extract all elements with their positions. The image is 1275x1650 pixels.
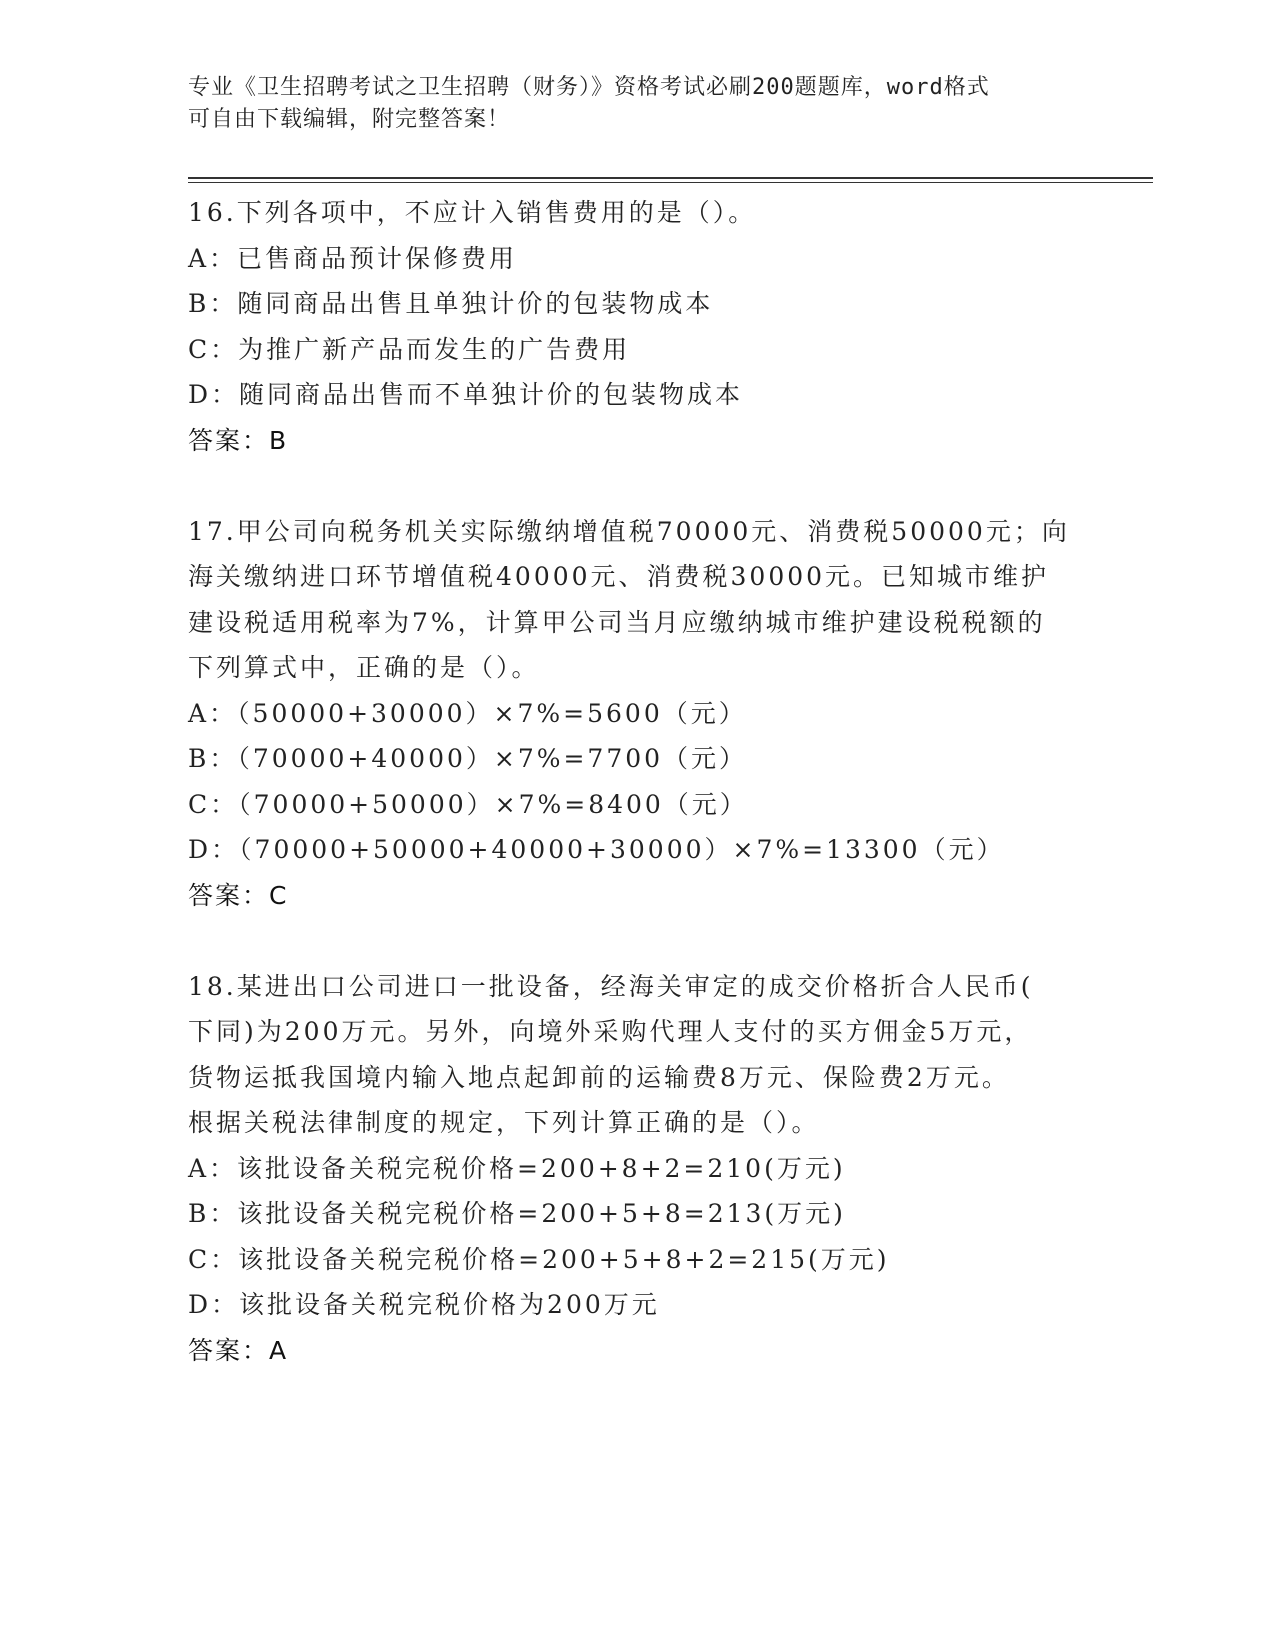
option-b: B：（70000+40000）×7%=7700（元） — [188, 744, 748, 773]
question-stem: 货物运抵我国境内输入地点起卸前的运输费8万元、保险费2万元。 — [188, 1062, 1010, 1092]
option-c: C：该批设备关税完税价格=200+5+8+2=215(万元) — [188, 1244, 890, 1274]
question-spacer — [188, 918, 1088, 964]
question-stem: 18.某进出口公司进口一批设备，经海关审定的成交价格折合人民币( — [188, 971, 1034, 1001]
option-d: D：（70000+50000+40000+30000）×7%=13300（元） — [188, 835, 1005, 864]
answer-line: 答案：A — [188, 1335, 289, 1365]
option-a: A：已售商品预计保修费用 — [188, 243, 518, 273]
header-line: 可自由下载编辑，附完整答案！ — [188, 107, 511, 132]
header-line: 专业《卫生招聘考试之卫生招聘（财务）》资格考试必刷200题题库，word格式 — [188, 75, 990, 100]
question-stem: 16.下列各项中，不应计入销售费用的是（）。 — [188, 198, 757, 227]
header-divider — [188, 182, 1153, 183]
option-a: A：该批设备关税完税价格=200+8+2=210(万元) — [188, 1153, 846, 1183]
option-d: D：该批设备关税完税价格为200万元 — [188, 1290, 660, 1319]
option-b: B：随同商品出售且单独计价的包装物成本 — [188, 289, 714, 318]
question-17 — [188, 509, 1088, 919]
question-stem: 下列算式中，正确的是（）。 — [188, 653, 540, 682]
question-18 — [188, 964, 1088, 1374]
question-spacer — [188, 463, 1088, 509]
question-16 — [188, 190, 1088, 463]
option-a: A：（50000+30000）×7%=5600（元） — [188, 698, 747, 728]
question-stem: 17.甲公司向税务机关实际缴纳增值税70000元、消费税50000元；向 — [188, 516, 1070, 546]
question-stem: 根据关税法律制度的规定，下列计算正确的是（）。 — [188, 1108, 820, 1137]
question-stem: 下同)为200万元。另外，向境外采购代理人支付的买方佣金5万元， — [188, 1017, 1033, 1046]
header-divider — [188, 177, 1153, 179]
option-d: D：随同商品出售而不单独计价的包装物成本 — [188, 380, 744, 409]
question-stem: 建设税适用税率为7%，计算甲公司当月应缴纳城市维护建设税税额的 — [188, 607, 1046, 637]
answer-line: 答案：B — [188, 425, 289, 455]
option-c: C：为推广新产品而发生的广告费用 — [188, 334, 631, 364]
question-stem: 海关缴纳进口环节增值税40000元、消费税30000元。已知城市维护 — [188, 562, 1050, 591]
document-header — [188, 72, 1068, 136]
answer-line: 答案：C — [188, 880, 289, 910]
option-b: B：该批设备关税完税价格=200+5+8=213(万元) — [188, 1199, 846, 1228]
option-c: C：（70000+50000）×7%=8400（元） — [188, 789, 748, 819]
question-list — [188, 190, 1088, 1373]
